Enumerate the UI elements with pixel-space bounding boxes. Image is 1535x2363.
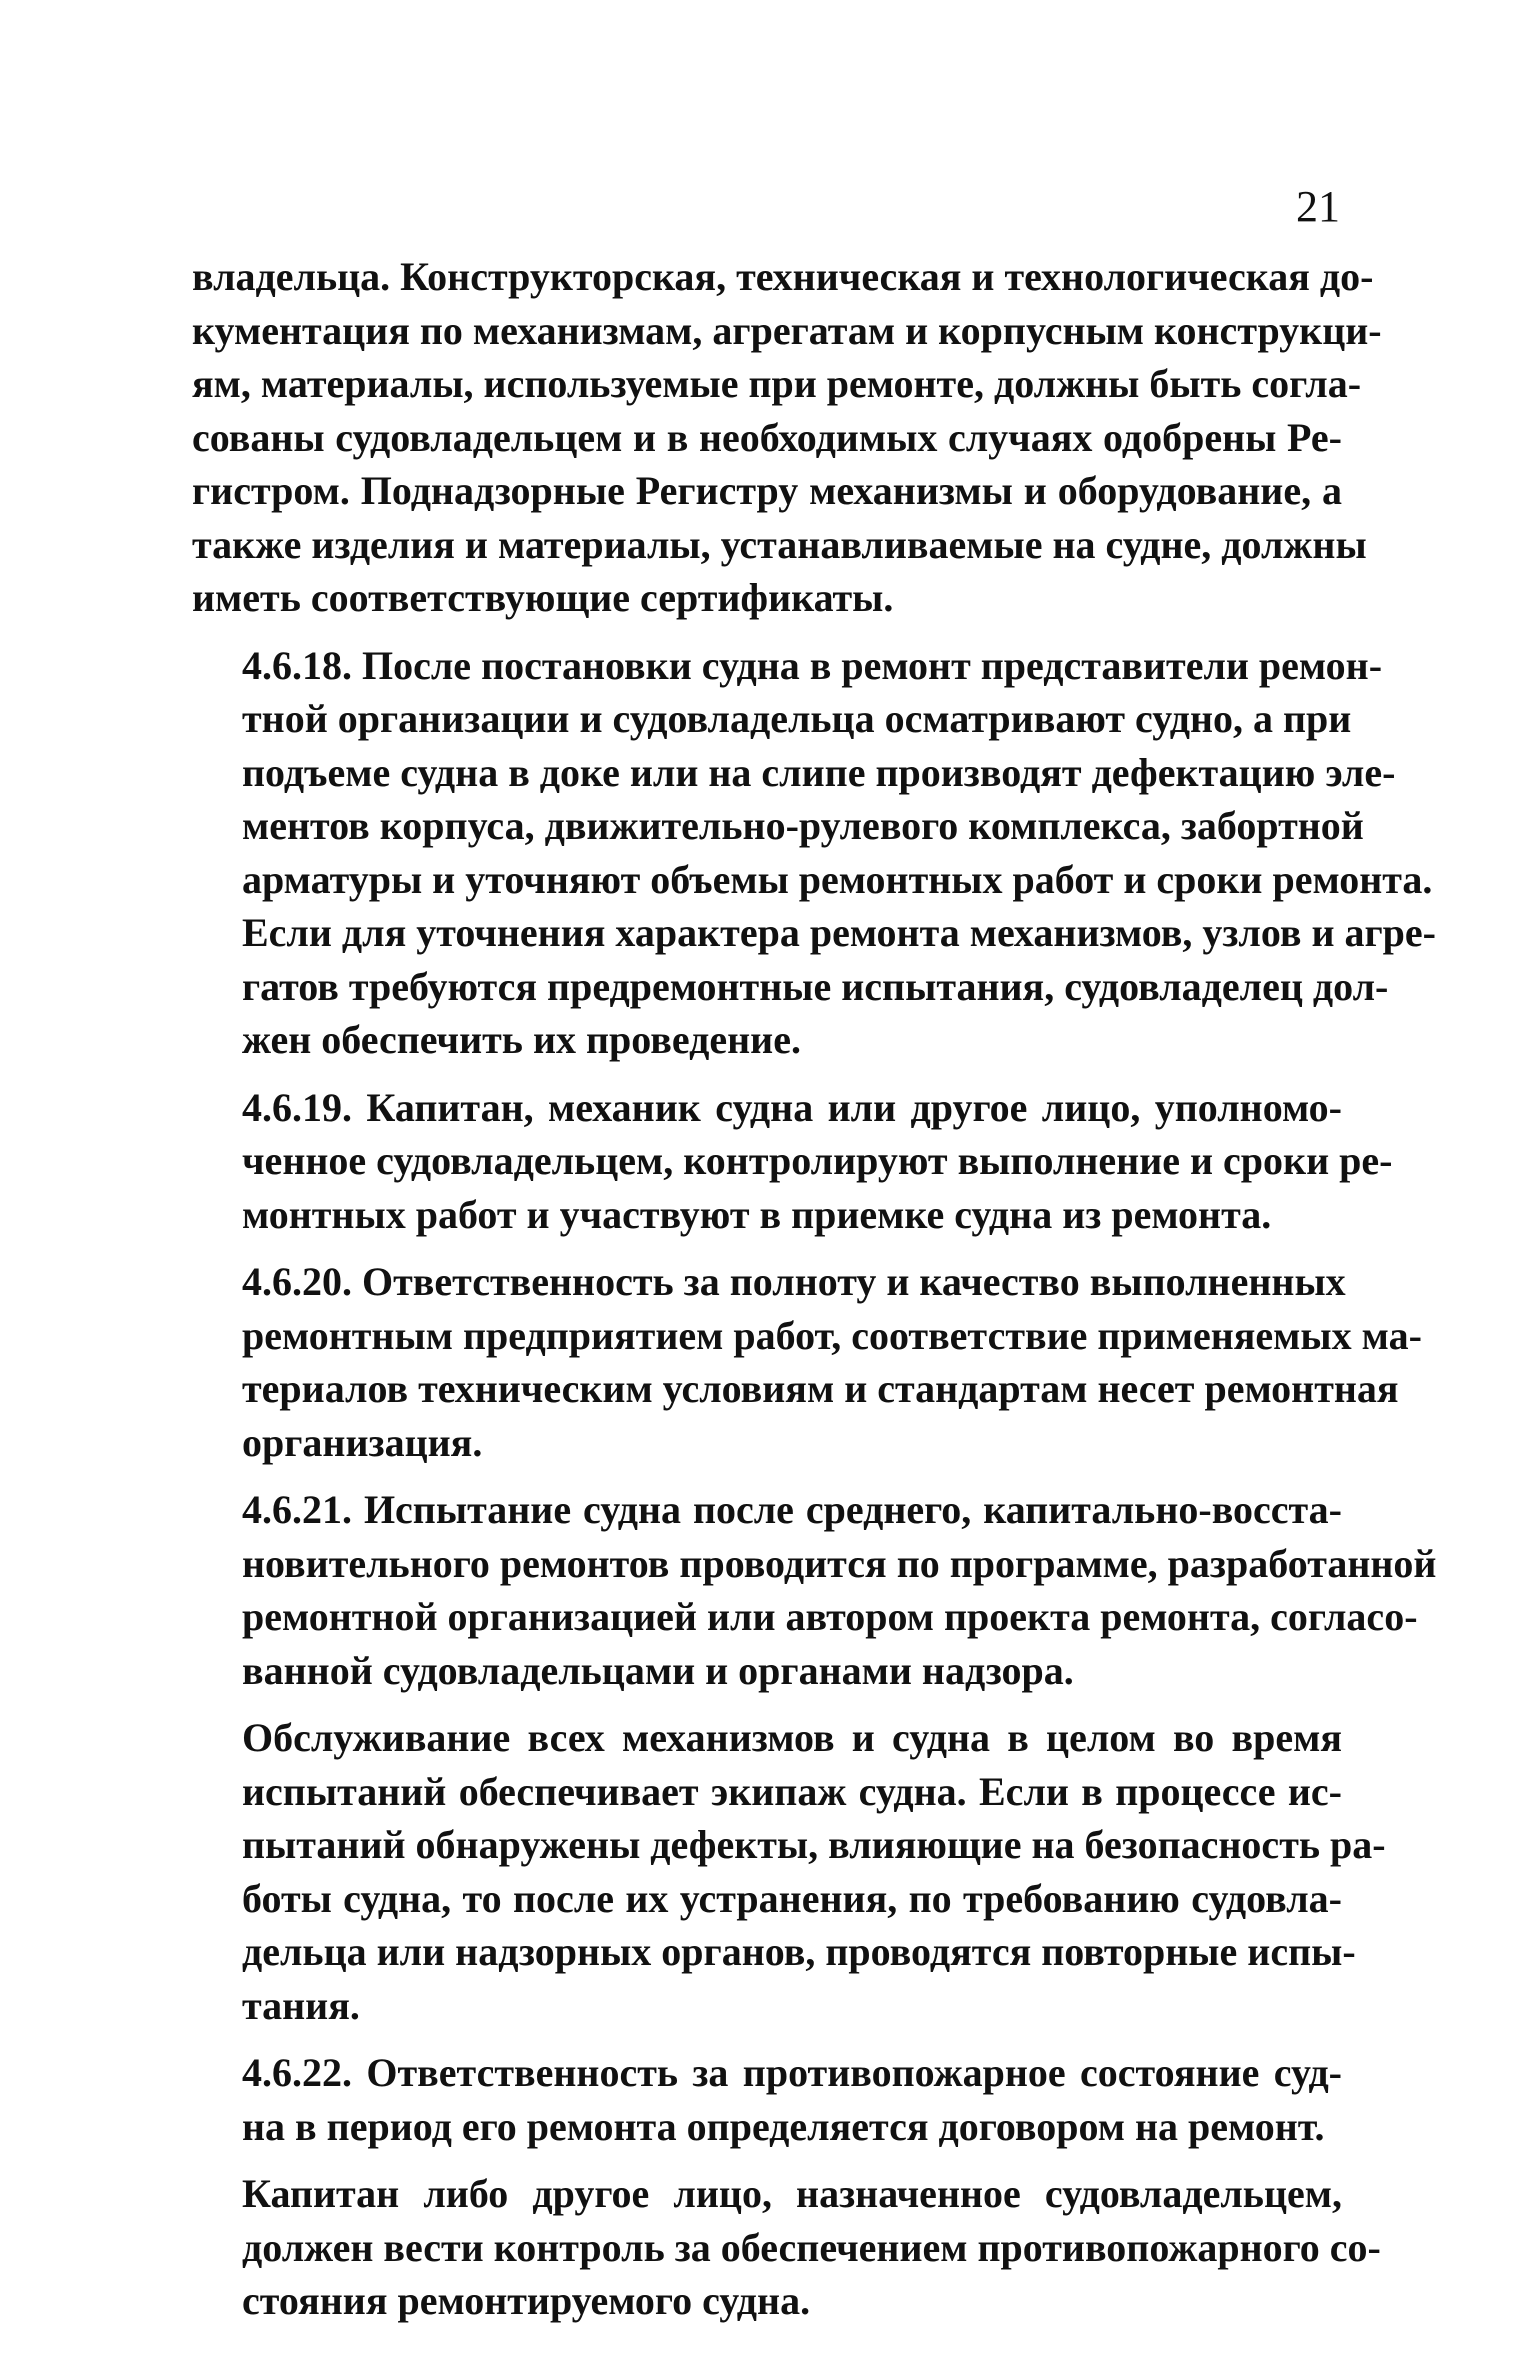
text-line: стояния ремонтируемого судна. [242,2278,811,2323]
text-line: владельца. Конструкторская, техническая и технологическая до- [192,254,1374,299]
text-line: 4.6.22. Ответственность за противопожарное состояние суд- [242,2050,1342,2095]
text-line: Капитан либо другое лицо, назначенное судовладельцем, [242,2171,1342,2216]
text-line: Если для уточнения характера ремонта механизмов, узлов и агре- [242,910,1436,955]
text-line: дельца или надзорных органов, проводятся повторные испы- [242,1929,1356,1974]
text-line: организация. [242,1419,483,1465]
text-line: ремонтной организацией или автором проекта ремонта, согласо- [242,1594,1418,1639]
text-line: сованы судовладельцем и в необходимых случаях одобрены Ре- [192,414,1342,460]
text-line: новительного ремонтов проводится по программе, разработанной [242,1540,1437,1586]
text-line: иметь соответствующие сертификаты. [192,575,894,620]
paragraph-captain-control [192,2167,1381,2328]
text-line: арматуры и уточняют объемы ремонтных работ и сроки ремонта. [242,856,1433,902]
text-line: испытаний обеспечивает экипаж судна. Если в процессе ис- [242,1768,1342,1814]
paragraph-4-6-18 [192,639,1436,1067]
text-line: также изделия и материалы, устанавливаемые на судне, должны [192,521,1367,567]
paragraph-continuation [192,250,1382,625]
page-number: 21 [1296,182,1340,231]
text-line: ванной судовладельцами и органами надзора. [242,1647,1074,1693]
text-line: 4.6.18. После постановки судна в ремонт представители ремон- [242,642,1383,688]
text-line: Обслуживание всех механизмов и судна в целом во время [242,1715,1342,1760]
text-line: монтных работ и участвуют в приемке судна из ремонта. [242,1191,1272,1237]
text-line: териалов техническим условиям и стандартам несет ремонтная [242,1366,1399,1411]
text-line: должен вести контроль за обеспечением противопожарного со- [242,2224,1381,2270]
text-line: 4.6.19. Капитан, механик судна или другое лицо, уполномо- [242,1084,1342,1130]
text-line: гатов требуются предремонтные испытания, судовладелец дол- [242,963,1389,1009]
text-line: тной организации и судовладельца осматривают судно, а при [242,696,1352,741]
paragraph-testing-maintenance [192,1711,1386,2032]
text-line: кументация по механизмам, агрегатам и корпусным конструкци- [192,307,1382,353]
text-line: пытаний обнаружены дефекты, влияющие на безопасность ра- [242,1822,1386,1867]
paragraph-4-6-21 [192,1483,1437,1697]
paragraph-4-6-19 [192,1081,1393,1242]
paragraph-4-6-20 [192,1255,1422,1469]
text-line: жен обеспечить их проведение. [242,1017,801,1062]
text-line: боты судна, то после их устранения, по требованию судовла- [242,1875,1342,1921]
text-line: ям, материалы, используемые при ремонте, должны быть согла- [192,361,1362,406]
text-line: подъеме судна в доке или на слипе производят дефектацию эле- [242,749,1396,795]
text-line: ментов корпуса, движительно-рулевого комплекса, забортной [242,803,1364,848]
text-line: 4.6.21. Испытание судна после среднего, капитально-восста- [242,1487,1342,1532]
text-line: гистром. Поднадзорные Регистру механизмы и оборудование, а [192,468,1342,513]
page-body [192,250,1437,2342]
text-line: тания. [242,1982,360,2028]
text-line: на в период его ремонта определяется договором на ремонт. [242,2103,1325,2149]
text-line: 4.6.20. Ответственность за полноту и качество выполненных [242,1259,1346,1304]
text-line: ремонтным предприятием работ, соответствие применяемых ма- [242,1312,1422,1358]
text-line: ченное судовладельцем, контролируют выполнение и сроки ре- [242,1138,1393,1183]
paragraph-4-6-22 [192,2046,1342,2153]
